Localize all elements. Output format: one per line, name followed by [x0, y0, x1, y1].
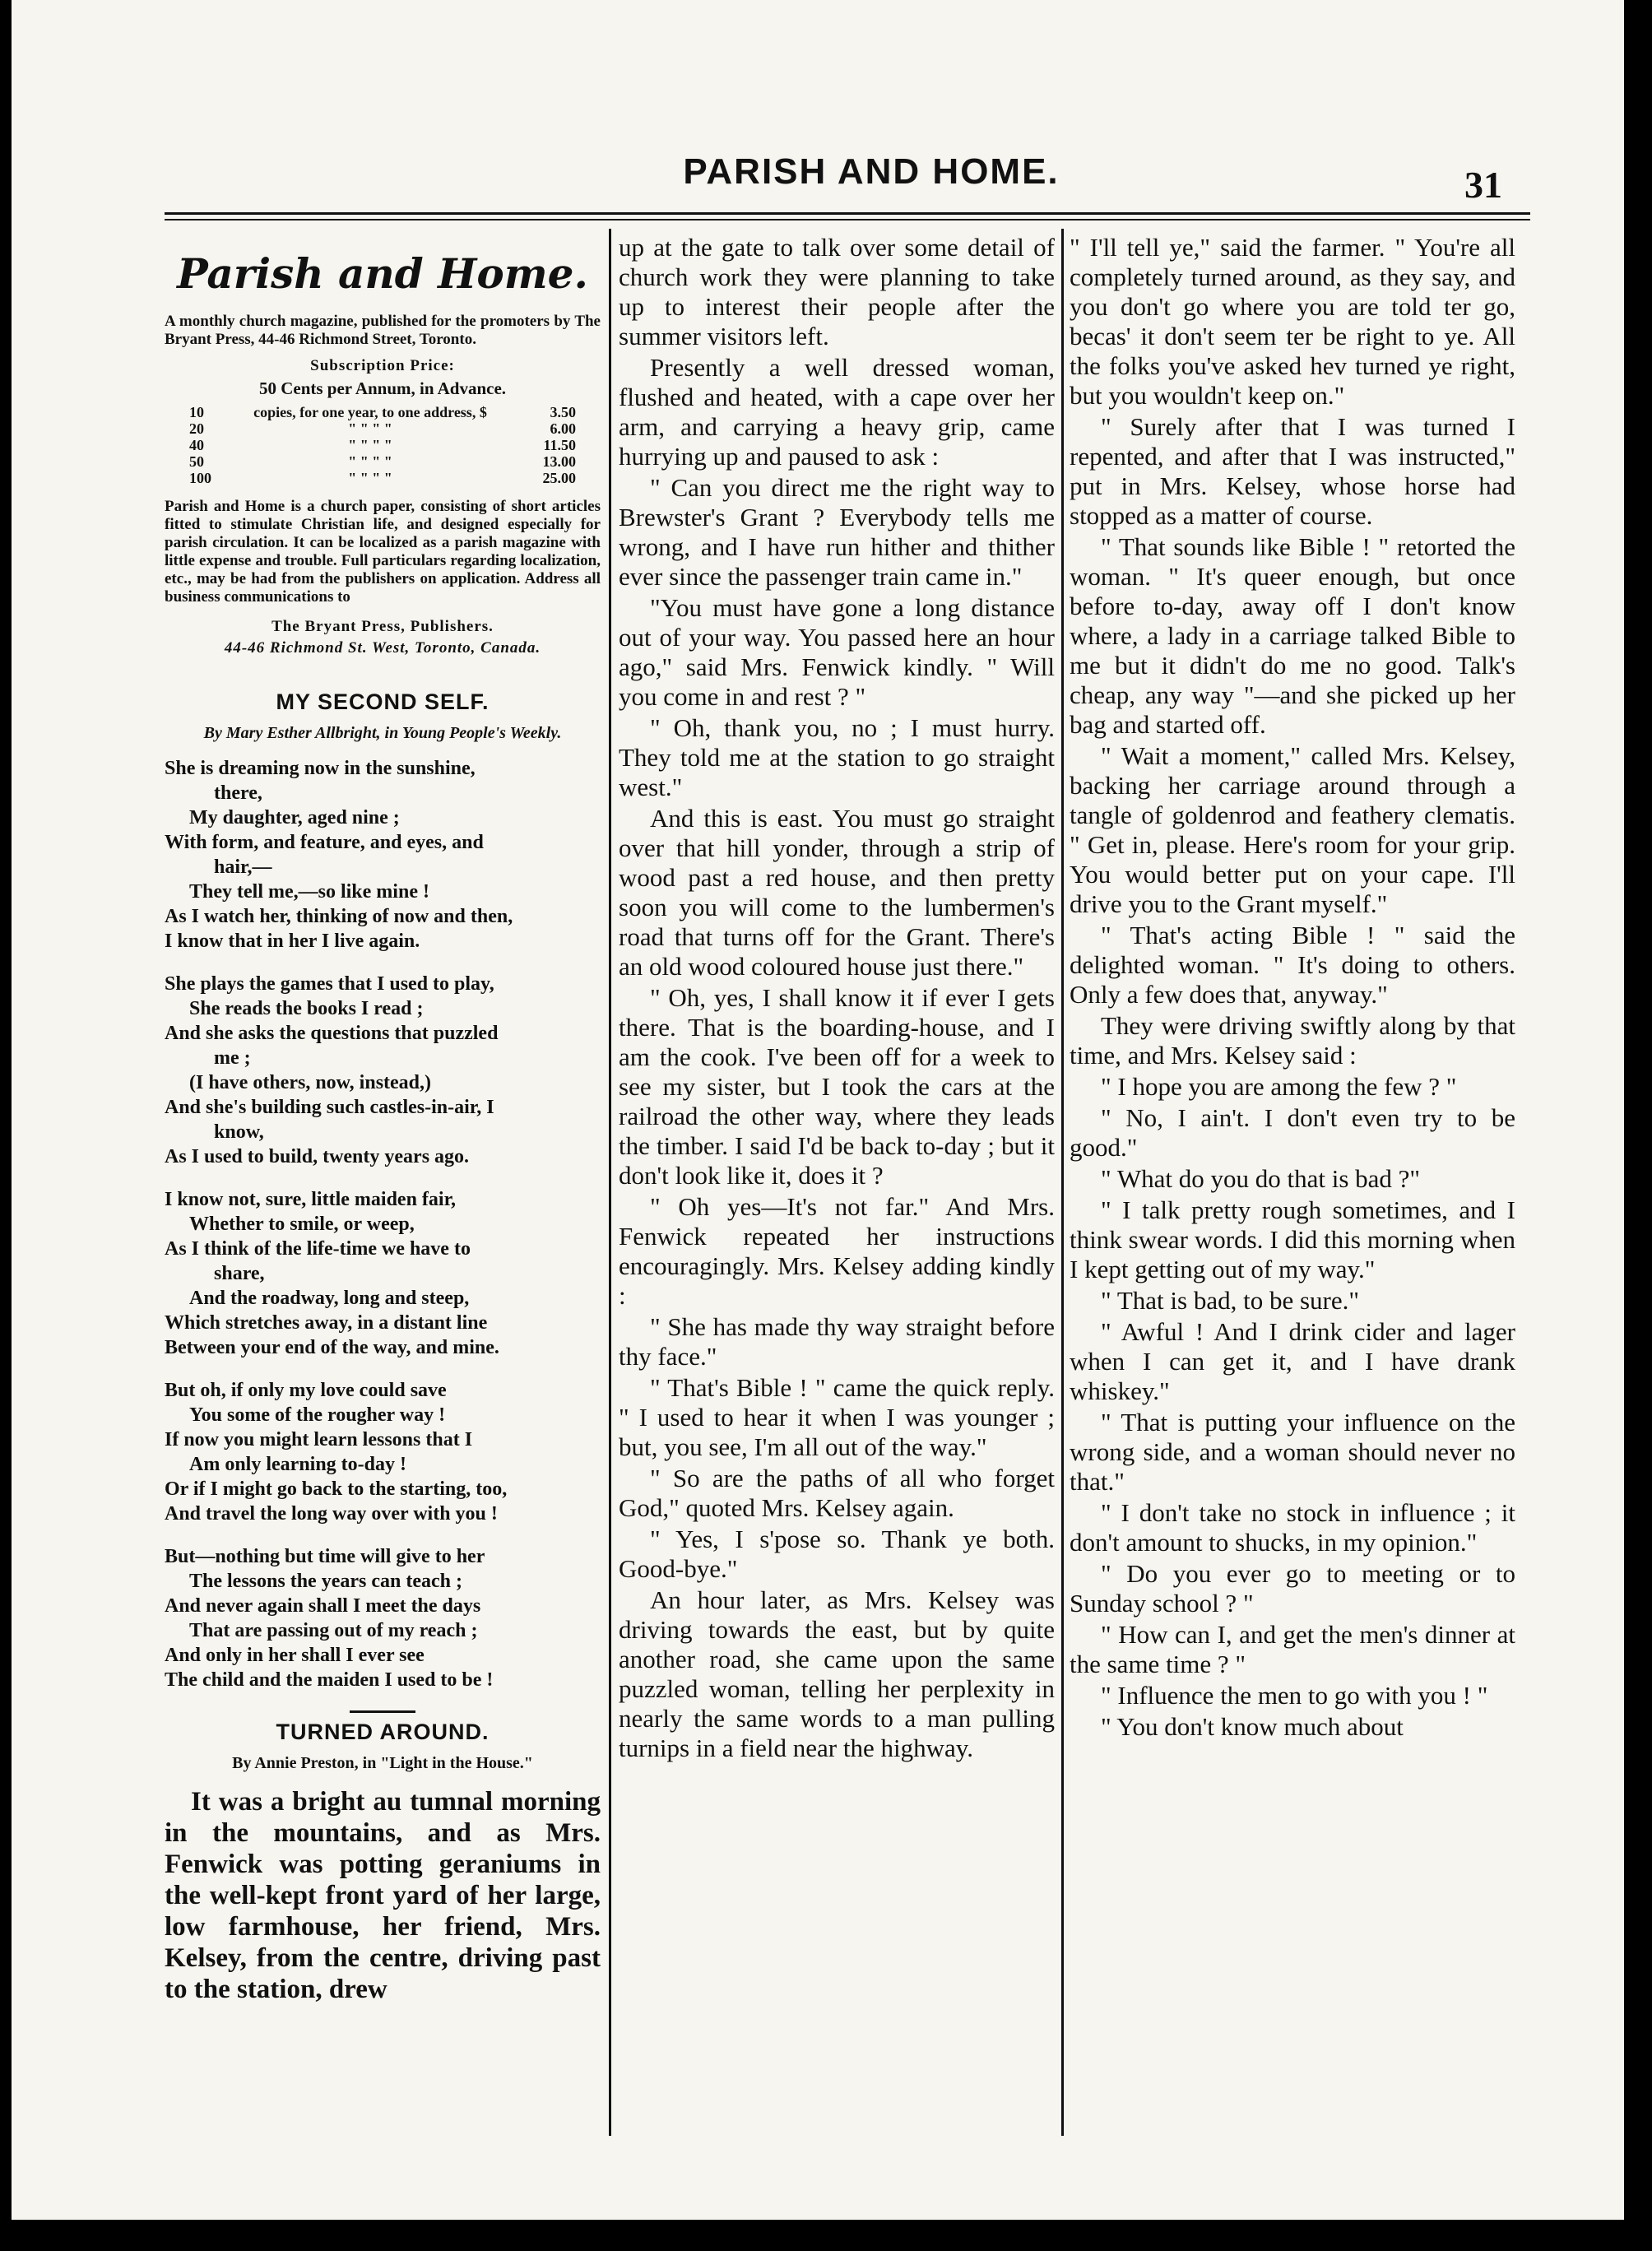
story-column-1 — [165, 1786, 601, 2005]
story-paragraph: " What do you do that is bad ?" — [1101, 1164, 1421, 1193]
publisher-address: 44-46 Richmond St. West, Toronto, Canada. — [224, 639, 541, 657]
header-rule-bottom — [165, 219, 1530, 220]
story-paragraph: up at the gate to talk over some detail of church work they were planning to take up to interest their people after the summer visitors left. — [619, 233, 1055, 350]
poem-line: there, — [214, 782, 262, 804]
price-text: copies, for one year, to one address, $ — [253, 404, 487, 420]
header-rule-top — [165, 212, 1530, 215]
story-paragraph: " Yes, I s'pose so. Thank ye both. Good-bye." — [619, 1525, 1055, 1583]
poem-line: You some of the rougher way ! — [189, 1404, 446, 1426]
poem-stanza — [165, 1187, 601, 1360]
price-text: " " " " — [348, 437, 392, 453]
page-bottom-edge — [12, 2220, 1624, 2251]
poem-line: She plays the games that I used to play, — [165, 973, 494, 995]
poem-line: And she's building such castles-in-air, I — [165, 1097, 494, 1118]
masthead-description: A monthly church magazine, published for the promoters by The Bryant Press, 44-46 Richmond Street, Toronto. — [165, 313, 601, 348]
story-byline: By Annie Preston, in "Light in the House." — [232, 1754, 533, 1772]
price-value: 3.50 — [550, 404, 576, 420]
story-paragraph: And this is east. You must go straight over that hill yonder, through a strip of wood past a red house, and then pretty soon you will come to the lumbermen's road that turns off for the Grant. There's an old wood coloured house just there." — [619, 804, 1055, 981]
section-divider — [350, 1710, 415, 1713]
poem-title: MY SECOND SELF. — [276, 689, 490, 714]
poem-line: I know that in her I live again. — [165, 931, 420, 952]
story-paragraph: " That's acting Bible ! " said the delighted woman. " It's doing to others. Only a few does that, anyway." — [1070, 921, 1515, 1009]
story-paragraph: It was a bright au tumnal morning in the mountains, and as Mrs. Fenwick was potting geraniums in the well-kept front yard of her large, low farmhouse, her friend, Mrs. Kelsey, from the centre, driving past to the station, drew — [165, 1787, 601, 2004]
column-3 — [1070, 233, 1515, 1743]
price-row — [189, 404, 576, 420]
story-paragraph: " Wait a moment," called Mrs. Kelsey, backing her carriage around through a tangle of goldenrod and feathery clematis. " Get in, please. Here's room for your grip. You would better put on your cape. I'll drive you to the Grant myself." — [1070, 741, 1515, 918]
price-text: " " " " — [348, 453, 392, 470]
poem-line: With form, and feature, and eyes, and — [165, 832, 484, 853]
page-header-title: PARISH AND HOME. — [683, 151, 1060, 192]
poem-line: Am only learning to-day ! — [189, 1454, 406, 1475]
story-paragraph: " So are the paths of all who forget God," quoted Mrs. Kelsey again. — [619, 1464, 1055, 1522]
poem-line: As I used to build, twenty years ago. — [165, 1146, 470, 1167]
poem-line: know, — [214, 1121, 264, 1143]
poem-stanza — [165, 1378, 601, 1526]
price-row — [189, 437, 576, 453]
story-paragraph: " How can I, and get the men's dinner at the same time ? " — [1070, 1620, 1515, 1678]
story-paragraph: " That is bad, to be sure." — [1101, 1286, 1360, 1315]
newspaper-page — [12, 0, 1624, 2251]
poem-line: Whether to smile, or weep, — [189, 1214, 415, 1235]
story-paragraph: "You must have gone a long distance out of your way. You passed here an hour ago," said Mrs. Fenwick kindly. " Will you come in and rest ? " — [619, 593, 1055, 711]
price-qty: 20 — [189, 420, 204, 437]
price-text: " " " " — [348, 420, 392, 437]
poem-line: As I watch her, thinking of now and then, — [165, 906, 513, 927]
poem-line: And only in her shall I ever see — [165, 1645, 425, 1666]
poem-line: Between your end of the way, and mine. — [165, 1337, 499, 1358]
price-value: 6.00 — [550, 420, 576, 437]
price-row — [189, 420, 576, 437]
story-paragraph: " Can you direct me the right way to Brewster's Grant ? Everybody tells me wrong, and I have run hither and thither ever since the passenger train came in." — [619, 473, 1055, 591]
poem-line: Or if I might go back to the starting, too, — [165, 1478, 508, 1500]
poem-line: hair,— — [214, 856, 272, 878]
story-paragraph: " That is putting your influence on the wrong side, and a woman should never no that." — [1070, 1408, 1515, 1496]
poem-line: And she asks the questions that puzzled — [165, 1023, 499, 1044]
column-2 — [619, 233, 1055, 1765]
poem-line: And the roadway, long and steep, — [189, 1288, 470, 1309]
poem-line: The lessons the years can teach ; — [189, 1571, 462, 1592]
poem-line: (I have others, now, instead,) — [189, 1072, 432, 1093]
price-qty: 50 — [189, 453, 204, 470]
masthead-title: Parish and Home. — [177, 249, 588, 298]
poem-line: She is dreaming now in the sunshine, — [165, 758, 476, 779]
price-row — [189, 453, 576, 470]
column-1 — [165, 233, 601, 2005]
price-qty: 100 — [189, 470, 211, 486]
story-paragraph: " She has made thy way straight before thy face." — [619, 1312, 1055, 1371]
story-paragraph: They were driving swiftly along by that time, and Mrs. Kelsey said : — [1070, 1011, 1515, 1070]
story-paragraph: " Oh, thank you, no ; I must hurry. They told me at the station to go straight west." — [619, 713, 1055, 801]
story-paragraph: An hour later, as Mrs. Kelsey was driving towards the east, but by quite another road, she came upon the same puzzled woman, telling her perplexity in nearly the same words to a man pulling turnips in a field near the highway. — [619, 1585, 1055, 1762]
story-paragraph: " Oh yes—It's not far." And Mrs. Fenwick repeated her instructions encouragingly. Mrs. Kelsey adding kindly : — [619, 1192, 1055, 1310]
story-paragraph: " You don't know much about — [1101, 1712, 1404, 1741]
price-value: 13.00 — [542, 453, 576, 470]
poem-line: But oh, if only my love could save — [165, 1380, 447, 1401]
poem-line: The child and the maiden I used to be ! — [165, 1669, 494, 1691]
subscription-label: Subscription Price: — [310, 357, 455, 374]
story-paragraph: " Influence the men to go with you ! " — [1101, 1681, 1488, 1710]
poem-line: share, — [214, 1263, 265, 1284]
story-paragraph: " I hope you are among the few ? " — [1101, 1072, 1457, 1101]
poem-line: But—nothing but time will give to her — [165, 1546, 485, 1567]
story-paragraph: " I talk pretty rough sometimes, and I think swear words. I did this morning when I kept getting out of my way." — [1070, 1195, 1515, 1283]
price-table — [189, 404, 576, 486]
story-paragraph: " Surely after that I was turned I repented, and after that I was instructed," put in Mrs. Kelsey, whose horse had stopped as a matter of course. — [1070, 412, 1515, 530]
story-paragraph: " No, I ain't. I don't even try to be good." — [1070, 1103, 1515, 1162]
price-row — [189, 470, 576, 486]
price-qty: 40 — [189, 437, 204, 453]
price-line: 50 Cents per Annum, in Advance. — [258, 378, 507, 398]
poem-stanza — [165, 1544, 601, 1692]
story-paragraph: " I don't take no stock in influence ; it don't amount to shucks, in my opinion." — [1070, 1498, 1515, 1557]
story-paragraph: " Awful ! And I drink cider and lager when I can get it, and I have drank whiskey." — [1070, 1317, 1515, 1405]
poem-line: I know not, sure, little maiden fair, — [165, 1189, 457, 1210]
poem-line: She reads the books I read ; — [189, 998, 424, 1019]
page-number: 31 — [1464, 164, 1502, 206]
column-divider-2 — [1061, 229, 1064, 2136]
price-value: 25.00 — [542, 470, 576, 486]
story-title: TURNED AROUND. — [276, 1720, 490, 1744]
poem-stanza — [165, 972, 601, 1169]
poem-body — [165, 756, 601, 1692]
price-qty: 10 — [189, 404, 204, 420]
poem-line: As I think of the life-time we have to — [165, 1238, 471, 1260]
poem-line: That are passing out of my reach ; — [189, 1620, 478, 1641]
poem-line: And never again shall I meet the days — [165, 1595, 481, 1617]
story-paragraph: " Oh, yes, I shall know it if ever I gets there. That is the boarding-house, and I am the cook. I've been off for a week to see my sister, but I took the cars at the railroad the other way, where they leads the timber. I said I'd be back to-day ; but it don't look like it, does it ? — [619, 983, 1055, 1190]
price-text: " " " " — [348, 470, 392, 486]
story-paragraph: " Do you ever go to meeting or to Sunday school ? " — [1070, 1559, 1515, 1617]
masthead-about: Parish and Home is a church paper, consisting of short articles fitted to stimulate Christian life, and designed especially for parish circulation. It can be localized as a parish magazine with little expense and trouble. Full particulars regarding localization, etc., may be had from the publishers on application. Address all business communications to — [165, 498, 601, 606]
price-value: 11.50 — [543, 437, 576, 453]
story-paragraph: " That's Bible ! " came the quick reply. " I used to hear it when I was younger ; but, you see, I'm all out of the way." — [619, 1373, 1055, 1461]
poem-line: If now you might learn lessons that I — [165, 1429, 473, 1450]
poem-line: And travel the long way over with you ! — [165, 1503, 498, 1525]
publisher-name: The Bryant Press, Publishers. — [271, 618, 494, 635]
column-divider-1 — [609, 229, 611, 2136]
poem-line: My daughter, aged nine ; — [189, 807, 400, 828]
poem-line: They tell me,—so like mine ! — [189, 881, 429, 903]
poem-stanza — [165, 756, 601, 954]
poem-line: me ; — [214, 1047, 251, 1069]
story-paragraph: " That sounds like Bible ! " retorted the woman. " It's queer enough, but once before to-day, away off I don't know where, a lady in a carriage talked Bible to me but it didn't do me no good. Talk's cheap, any way "—and she picked up her bag and started off. — [1070, 532, 1515, 739]
story-paragraph: Presently a well dressed woman, flushed and heated, with a cape over her arm, and carrying a heavy grip, came hurrying up and paused to ask : — [619, 353, 1055, 471]
poem-line: Which stretches away, in a distant line — [165, 1312, 488, 1334]
poem-byline: By Mary Esther Allbright, in Young People's Weekly. — [203, 724, 562, 742]
story-paragraph: " I'll tell ye," said the farmer. " You're all completely turned around, as they say, and you don't go where you are told ter go, becas' it don't seem ter be right to ye. All the folks you've asked hev turned ye right, but you wouldn't keep on." — [1070, 233, 1515, 410]
